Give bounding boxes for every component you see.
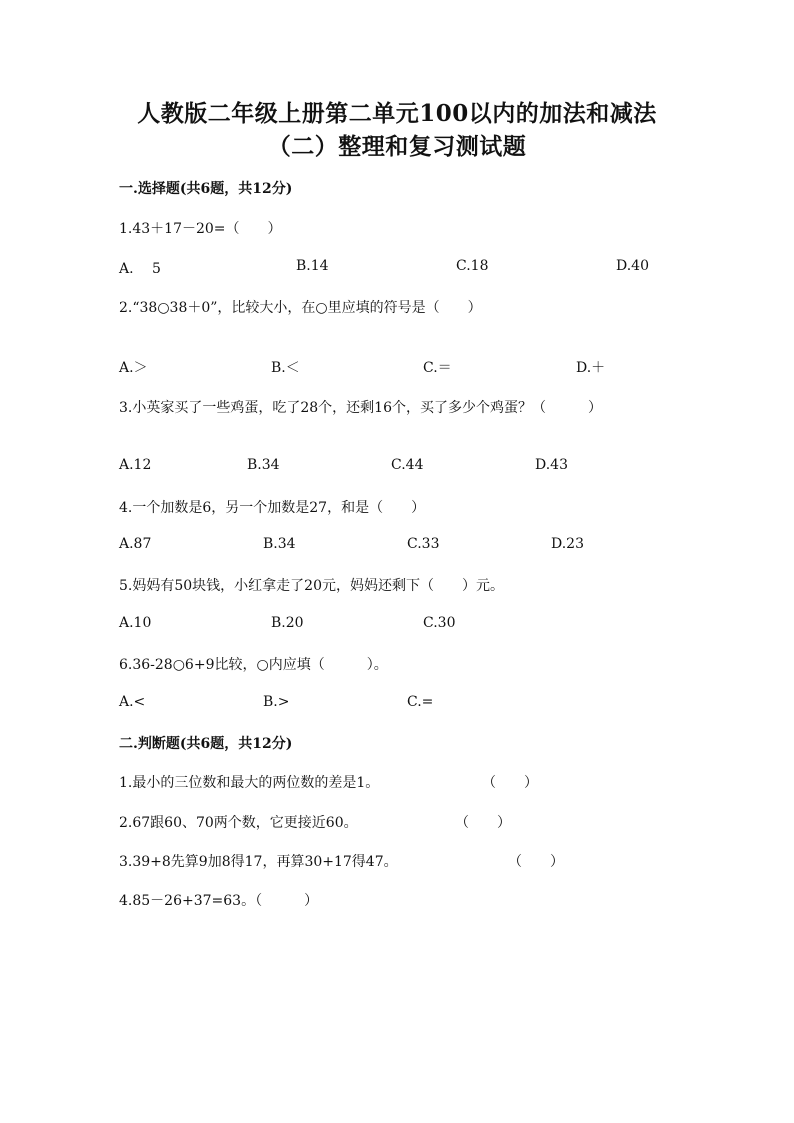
question-3-option-d: D.43 — [535, 457, 568, 473]
question-1-option-b: B.14 — [296, 258, 329, 274]
question-3-option-b: B.34 — [247, 457, 280, 473]
question-5-stem: 5.妈妈有50块钱，小红拿走了20元，妈妈还剩下（ ）元。 — [119, 578, 504, 594]
judge-4-text: 4.85－26+37=63。（ ） — [119, 893, 319, 909]
question-2-stem: 2.“38○38＋0”，比较大小，在○里应填的符号是（ ） — [119, 300, 482, 316]
question-3-option-a: A.12 — [119, 457, 152, 473]
judge-3-text: 3.39+8先算9加8得17，再算30+17得47。 — [119, 854, 398, 870]
question-1-option-c: C.18 — [456, 258, 489, 274]
question-3-option-c: C.44 — [391, 457, 424, 473]
question-2-option-b: B.＜ — [271, 360, 300, 376]
question-1-option-d: D.40 — [616, 258, 649, 274]
question-5-option-b: B.20 — [271, 615, 304, 631]
question-6-option-b: B.> — [263, 694, 290, 710]
question-4-option-a: A.87 — [119, 536, 152, 552]
question-2-option-d: D.＋ — [576, 360, 606, 376]
question-4-option-c: C.33 — [407, 536, 440, 552]
judge-2-blank: （ ） — [455, 815, 511, 831]
question-3-stem: 3.小英家买了一些鸡蛋，吃了28个，还剩16个，买了多少个鸡蛋？（ ） — [119, 400, 602, 416]
question-5-option-a: A.10 — [119, 615, 152, 631]
judge-1-text: 1.最小的三位数和最大的两位数的差是1。 — [119, 775, 380, 791]
page-title-line1: 人教版二年级上册第二单元100以内的加法和减法 — [137, 100, 657, 127]
question-6-option-c: C.= — [407, 694, 434, 710]
question-2-option-a: A.＞ — [119, 360, 148, 376]
question-2-option-c: C.＝ — [423, 360, 452, 376]
question-1-stem: 1.43＋17－20=（ ） — [119, 221, 282, 237]
question-6-option-a: A.< — [119, 694, 146, 710]
question-4-stem: 4.一个加数是6，另一个加数是27，和是（ ） — [119, 500, 426, 516]
section2-heading: 二.判断题(共6题，共12分) — [119, 736, 293, 752]
question-4-option-d: D.23 — [551, 536, 584, 552]
question-4-option-b: B.34 — [263, 536, 296, 552]
question-5-option-c: C.30 — [423, 615, 456, 631]
question-6-stem: 6.36-28○6+9比较，○内应填（ ）。 — [119, 657, 388, 673]
judge-1-blank: （ ） — [482, 775, 538, 791]
page-title-line2: （二）整理和复习测试题 — [267, 133, 527, 160]
question-1-option-a: A. 5 — [119, 261, 161, 277]
judge-3-blank: （ ） — [508, 854, 564, 870]
section1-heading: 一.选择题(共6题，共12分) — [119, 181, 293, 197]
judge-2-text: 2.67跟60、70两个数，它更接近60。 — [119, 815, 358, 831]
